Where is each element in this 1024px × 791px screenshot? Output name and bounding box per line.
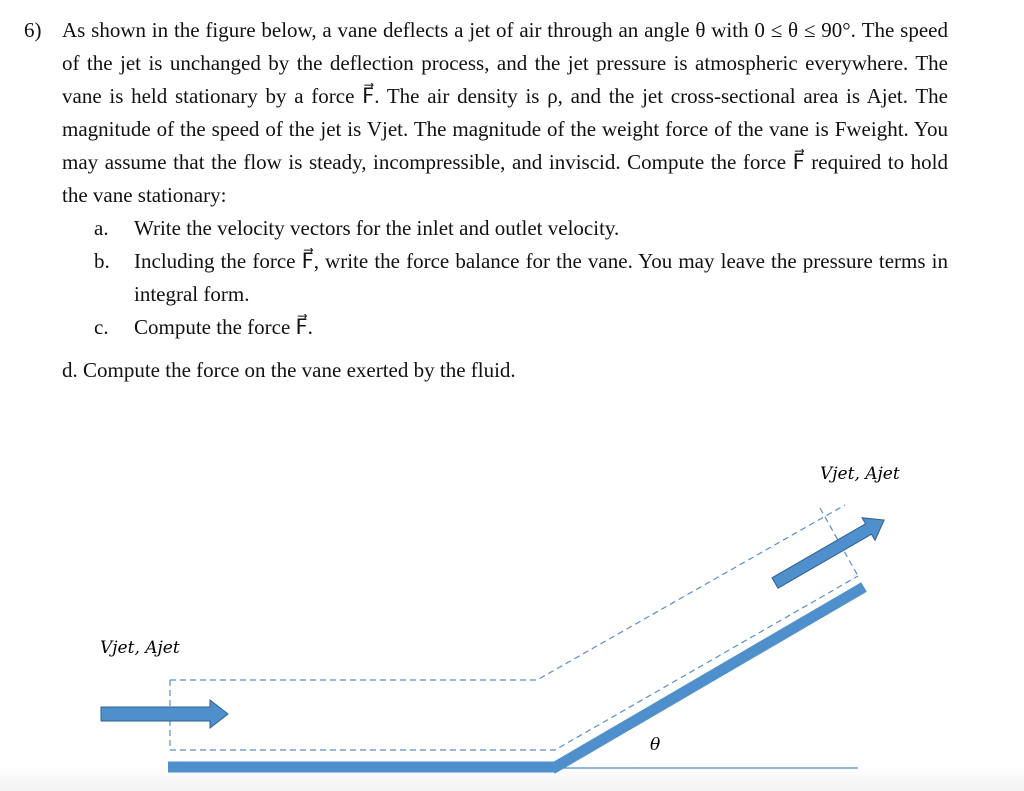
part-text: Including the force F⃗, write the force balance for the vane. You may leave the pressure terms in integral form. bbox=[134, 249, 948, 306]
part-letter: c. bbox=[94, 315, 109, 339]
outlet-arrow bbox=[769, 509, 891, 595]
part-letter: b. bbox=[94, 249, 110, 273]
problem-number: 6) bbox=[24, 18, 42, 42]
outlet-label: Vjet, Ajet bbox=[820, 464, 900, 484]
angle-label: θ bbox=[650, 735, 661, 755]
part-text: Compute the force F⃗. bbox=[134, 315, 313, 339]
control-volume-bottom bbox=[170, 576, 858, 750]
part-d: d. Compute the force on the vane exerted by the fluid. bbox=[62, 358, 516, 382]
vane-inclined bbox=[552, 587, 864, 769]
part-letter: a. bbox=[94, 216, 109, 240]
part-text: Write the velocity vectors for the inlet and outlet velocity. bbox=[134, 216, 620, 240]
inlet-arrow bbox=[101, 700, 228, 728]
problem-text: As shown in the figure below, a vane deflects a jet of air through an angle θ with 0 ≤ θ ≤ 90°. The speed of the jet is unchanged by the deflection process, and the jet pressure is atmospheric everywhere. The vane is held stationary by a force F⃗. The air density is ρ, and the jet cross-sectional area is Ajet. The magnitude of the speed of the jet is Vjet. The magnitude of the weight force of the vane is Fweight. You may assume that the flow is steady, incompressible, and inviscid. Compute the force F⃗ required to hold the vane stationary: bbox=[62, 18, 948, 207]
inlet-label: Vjet, Ajet bbox=[100, 638, 180, 658]
